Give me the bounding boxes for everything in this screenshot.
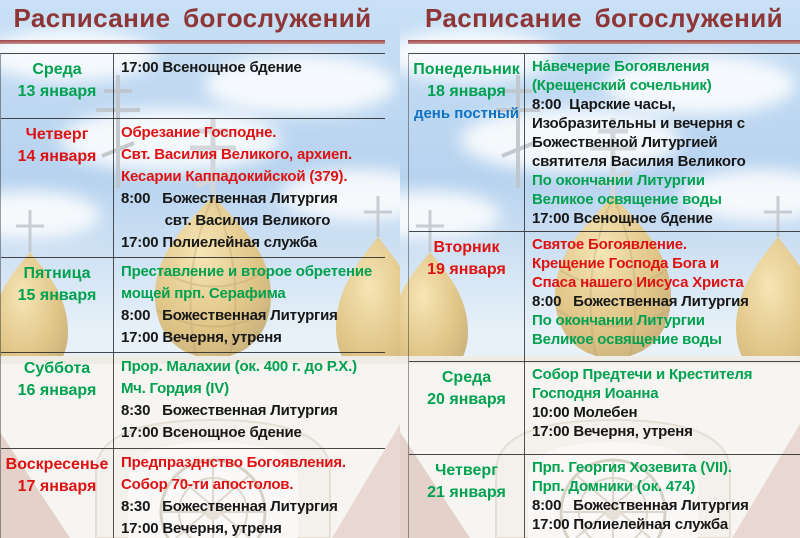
service-line: 8:00 Божественная Литургия	[121, 190, 338, 207]
service-line: По окончании Литургии	[532, 312, 705, 329]
date-cell	[1, 353, 114, 448]
date-cell	[1, 449, 114, 538]
service-line: 17:00 Вечерня, утреня	[121, 520, 282, 537]
date-cell	[409, 232, 525, 361]
service-line: 17:00 Всенощное бдение	[121, 424, 302, 441]
service-line: 17:00 Всенощное бдение	[121, 59, 302, 76]
service-line: 8:00 Божественная Литургия	[532, 293, 749, 310]
title-underline	[408, 40, 800, 44]
service-line: 17:00 Вечерня, утреня	[532, 423, 693, 440]
schedule-row	[1, 448, 385, 538]
services-cell	[114, 54, 385, 118]
services-cell	[525, 362, 800, 454]
day-label: Суббота	[23, 360, 91, 377]
service-line: Прп. Георгия Хозевита (VII).	[532, 459, 732, 476]
service-line: свт. Василия Великого	[121, 212, 331, 229]
date-label: 20 января	[427, 391, 506, 408]
page-title: Расписание богослужений	[13, 3, 372, 33]
date-label: 16 января	[17, 382, 97, 399]
service-line: Святое Богоявление.	[532, 236, 687, 253]
services-cell	[114, 449, 385, 538]
service-line: 17:00 Полиелейная служба	[121, 234, 318, 251]
services-cell	[525, 232, 800, 361]
service-line: Божественной Литургией	[532, 134, 718, 151]
schedule-row	[1, 118, 385, 257]
schedule-row	[1, 352, 385, 448]
services-cell	[525, 455, 800, 538]
schedule-panel-right	[408, 0, 800, 538]
date-cell	[1, 258, 114, 352]
service-line: 10:00 Молебен	[532, 404, 638, 421]
service-line: По окончании Литургии	[532, 172, 705, 189]
service-line: 8:00 Царские часы,	[532, 96, 676, 113]
date-cell	[1, 54, 114, 118]
date-label: 13 января	[17, 83, 97, 100]
service-line: 17:00 Вечерня, утреня	[121, 329, 282, 346]
schedule-table-right	[408, 53, 800, 538]
day-label: Вторник	[433, 239, 500, 256]
day-label: Пятница	[23, 265, 91, 282]
service-line: Прор. Малахии (ок. 400 г. до Р.Х.)	[121, 358, 357, 375]
service-line: Спаса нашего Иисуса Христа	[532, 274, 744, 291]
service-line: Господня Иоанна	[532, 385, 659, 402]
service-line: 8:30 Божественная Литургия	[121, 402, 338, 419]
service-line: святителя Василия Великого	[532, 153, 746, 170]
page-title: Расписание богослужений	[424, 3, 783, 33]
service-line: Прп. Домники (ок. 474)	[532, 478, 696, 495]
date-cell	[409, 54, 525, 231]
service-line: Кесарии Каппадокийской (379).	[121, 168, 348, 185]
date-cell	[409, 362, 525, 454]
service-line: 17:00 Полиелейная служба	[532, 516, 729, 533]
date-label: 18 января	[427, 83, 506, 100]
service-line: 17:00 Всенощное бдение	[532, 210, 713, 227]
services-cell	[114, 258, 385, 352]
service-line: Собор 70-ти апостолов.	[121, 476, 294, 493]
fast-day-note: день постный	[413, 105, 520, 122]
service-line: мощей прп. Серафима	[121, 285, 286, 302]
services-cell	[114, 119, 385, 257]
schedule-row	[409, 231, 800, 361]
day-label: Среда	[32, 61, 82, 78]
service-line: Предпразднство Богоявления.	[121, 454, 346, 471]
service-line: На́вечерие Богоявления	[532, 58, 710, 75]
date-label: 14 января	[17, 148, 97, 165]
service-line: Крещение Господа Бога и	[532, 255, 719, 272]
schedule-panel-left	[0, 0, 385, 538]
schedule-row	[1, 257, 385, 352]
date-label: 15 января	[17, 287, 97, 304]
day-label: Четверг	[25, 126, 89, 143]
service-line: 8:00 Божественная Литургия	[121, 307, 338, 324]
service-line: Великое освящение воды	[532, 331, 722, 348]
service-line: Обрезание Господне.	[121, 124, 277, 141]
service-line: Великое освящение воды	[532, 191, 722, 208]
date-label: 21 января	[427, 484, 506, 501]
service-line: Свт. Василия Великого, архиеп.	[121, 146, 353, 163]
schedule-row	[1, 54, 385, 118]
service-line: Изобразительны и вечерня с	[532, 115, 745, 132]
day-label: Понедельник	[413, 61, 520, 78]
title-underline	[0, 40, 385, 44]
schedule-row	[409, 361, 800, 454]
day-label: Четверг	[435, 462, 498, 479]
service-line: (Крещенский сочельник)	[532, 77, 712, 94]
services-cell	[114, 353, 385, 448]
schedule-row	[409, 454, 800, 538]
date-label: 17 января	[17, 478, 97, 495]
schedule-table-left	[0, 53, 385, 538]
service-line: Преставление и второе обретение	[121, 263, 373, 280]
service-line: 8:00 Божественная Литургия	[532, 497, 749, 514]
services-cell	[525, 54, 800, 231]
date-cell	[409, 455, 525, 538]
day-label: Среда	[441, 369, 492, 386]
day-label: Воскресенье	[5, 456, 109, 473]
service-line: Собор Предтечи и Крестителя	[532, 366, 753, 383]
schedule-row	[409, 54, 800, 231]
date-label: 19 января	[427, 261, 506, 278]
service-line: Мч. Гордия (IV)	[121, 380, 229, 397]
service-line: 8:30 Божественная Литургия	[121, 498, 338, 515]
date-cell	[1, 119, 114, 257]
